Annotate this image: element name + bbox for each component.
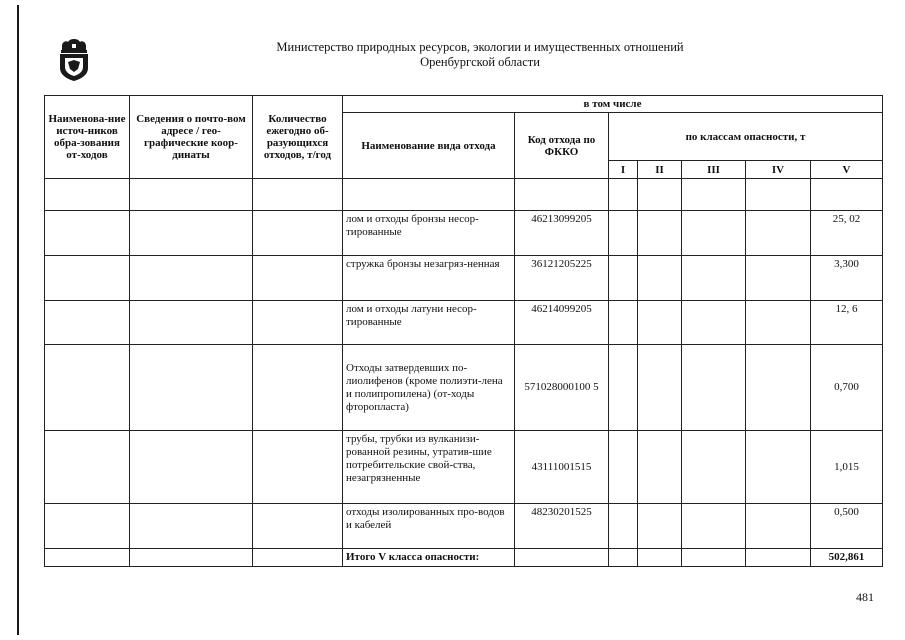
class5-value-cell: 1,015 bbox=[811, 431, 883, 504]
fkko-code-cell: 36121205225 bbox=[515, 256, 609, 301]
class5-value-cell: 3,300 bbox=[811, 256, 883, 301]
fkko-code-cell: 46213099205 bbox=[515, 211, 609, 256]
header-including: в том числе bbox=[343, 96, 883, 113]
fkko-code-cell: 43111001515 bbox=[515, 431, 609, 504]
coat-of-arms-emblem bbox=[56, 36, 92, 82]
document-header bbox=[200, 40, 760, 70]
table-row bbox=[45, 301, 883, 345]
waste-name-cell: стружка бронзы незагряз-ненная bbox=[343, 256, 515, 301]
header-address: Сведения о почто-вом адресе / гео-графические коор-динаты bbox=[130, 96, 253, 179]
table-row bbox=[45, 504, 883, 549]
waste-table bbox=[44, 95, 883, 567]
waste-name-cell: трубы, трубки из вулканизи-рованной резины, утратив-шие потребительские свой-ства, незагрязненные bbox=[343, 431, 515, 504]
header-hazard-classes: по классам опасности, т bbox=[609, 113, 883, 161]
fkko-code-cell: 571028000100 5 bbox=[515, 345, 609, 431]
header-class-4: IV bbox=[746, 161, 811, 179]
header-fkko-code: Код отхода по ФККО bbox=[515, 113, 609, 179]
class5-value-cell: 25, 02 bbox=[811, 211, 883, 256]
header-waste-name: Наименование вида отхода bbox=[343, 113, 515, 179]
header-class-5: V bbox=[811, 161, 883, 179]
fkko-code-cell: 48230201525 bbox=[515, 504, 609, 549]
fkko-code-cell: 46214099205 bbox=[515, 301, 609, 345]
left-margin-rule bbox=[17, 5, 19, 635]
table-row bbox=[45, 431, 883, 504]
waste-name-cell: отходы изолированных про-водов и кабелей bbox=[343, 504, 515, 549]
header-class-2: II bbox=[638, 161, 682, 179]
table-row-empty bbox=[45, 179, 883, 211]
waste-name-cell: Отходы затвердевших по-лиолифенов (кроме полиэти-лена и полипропилена) (от-ходы фторопласта) bbox=[343, 345, 515, 431]
table-row bbox=[45, 211, 883, 256]
waste-name-cell: лом и отходы латуни несор-тированные bbox=[343, 301, 515, 345]
header-source-name: Наименова-ние источ-ников обра-зования от-ходов bbox=[45, 96, 130, 179]
total-label: Итого V класса опасности: bbox=[343, 549, 515, 567]
page-number: 481 bbox=[856, 590, 874, 604]
ministry-name: Министерство природных ресурсов, экологии и имущественных отношений bbox=[276, 40, 684, 54]
header-quantity: Количество ежегодно об-разующихся отходов, т/год bbox=[253, 96, 343, 179]
table-row bbox=[45, 256, 883, 301]
class5-value-cell: 0,500 bbox=[811, 504, 883, 549]
table-total-row bbox=[45, 549, 883, 567]
header-class-3: III bbox=[682, 161, 746, 179]
class5-value-cell: 12, 6 bbox=[811, 301, 883, 345]
header-class-1: I bbox=[609, 161, 638, 179]
waste-name-cell: лом и отходы бронзы несор-тированные bbox=[343, 211, 515, 256]
class5-value-cell: 0,700 bbox=[811, 345, 883, 431]
table-row bbox=[45, 345, 883, 431]
region-name: Оренбургской области bbox=[420, 55, 540, 69]
total-value: 502,861 bbox=[811, 549, 883, 567]
